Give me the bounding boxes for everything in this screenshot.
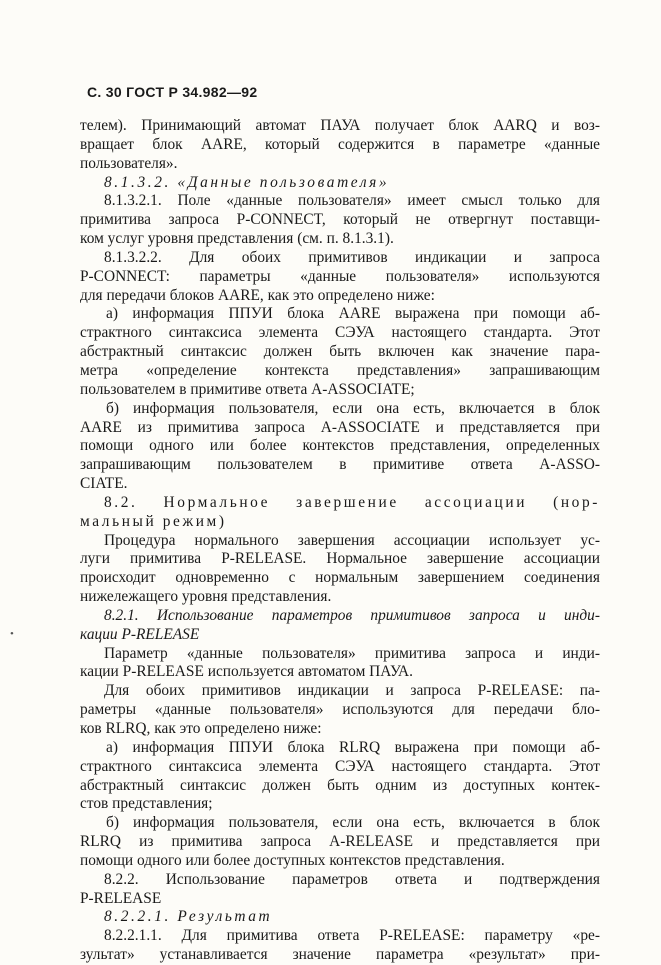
text-line: 8.2.2. Использование параметров ответа и подтверждения [104, 870, 600, 888]
text-line: нижележащего уровня представления. [80, 588, 332, 606]
page-header: С. 30 ГОСТ Р 34.982—92 [87, 84, 258, 100]
text-line: абстрактный синтаксис должен быть одним из доступных контек- [80, 776, 600, 794]
text-line: для передачи блоков AARE, как это определено ниже: [80, 286, 435, 304]
text-line: пользователем в примитиве ответа A-ASSOCIATE; [80, 380, 415, 398]
text-line: зультат» устанавливается значение параметра «результат» при- [80, 946, 600, 964]
text-line: вращает блок AARE, который содержится в параметре «данные [80, 135, 600, 153]
text-line: пользователя». [80, 154, 178, 172]
text-line: Параметр «данные пользователя» примитива запроса и инди- [104, 644, 600, 662]
text-line: 8.1.3.2.2. Для обоих примитивов индикации и запроса [104, 248, 600, 266]
text-line: RLRQ из примитива запроса A-RELEASE и представляется при [80, 833, 600, 851]
text-line: 8.1.3.2. «Данные пользователя» [104, 173, 390, 191]
text-line: CIATE. [80, 475, 128, 493]
text-line: 8.2.2.1.1. Для примитива ответа P-RELEASE: параметру «ре- [104, 927, 600, 945]
text-line: кации P-RELEASE [80, 625, 200, 643]
text-line: P-RELEASE [80, 889, 162, 907]
text-line: происходит одновременно с нормальным завершением соединения [80, 569, 600, 587]
text-line: метра «определение контекста представления» запрашивающим [80, 361, 600, 379]
text-line: примитива запроса P-CONNECT, который не отвергнут поставщи- [80, 211, 600, 229]
text-line: раметры «данные пользователя» используются для передачи бло- [80, 701, 600, 719]
margin-mark: • [10, 628, 14, 640]
text-line: б) информация пользователя, если она есть, включается в блок [106, 399, 600, 417]
text-line: P-CONNECT: параметры «данные пользователя» используются [80, 267, 600, 285]
document-body [80, 117, 600, 965]
text-line: 8.1.3.2.1. Поле «данные пользователя» имеет смысл только для [104, 192, 600, 210]
text-line: страктного синтаксиса элемента СЭУА настоящего стандарта. Этот [80, 324, 600, 342]
text-line: а) информация ППУИ блока RLRQ выражена при помощи аб- [106, 738, 600, 756]
text-line: кации P-RELEASE используется автоматом ПАУА. [80, 663, 413, 681]
text-line: Для обоих примитивов индикации и запроса P-RELEASE: па- [104, 682, 600, 700]
text-line: 8.2.2.1. Результат [104, 908, 273, 926]
text-line: AARE из примитива запроса A-ASSOCIATE и представляется при [80, 418, 600, 436]
text-line: абстрактный синтаксис должен быть включен как значение пара- [80, 343, 600, 361]
text-line: ков RLRQ, как это определено ниже: [80, 720, 322, 737]
text-line: помощи одного или более доступных контекстов представления. [80, 851, 505, 869]
text-line: ком услуг уровня представления (см. п. 8.1.3.1). [80, 230, 394, 248]
text-line: помощи одного или более контекстов представления, определенных [80, 437, 600, 455]
text-line: а) информация ППУИ блока AARE выражена при помощи аб- [106, 305, 600, 323]
text-line: Процедура нормального завершения ассоциации использует ус- [104, 531, 600, 549]
text-line: телем). Принимающий автомат ПАУА получает блок AARQ и воз- [80, 117, 600, 134]
text-line: мальный режим) [80, 512, 227, 530]
text-line: стов представления; [80, 795, 213, 813]
text-line: запрашивающим пользователем в примитиве ответа A-ASSO- [80, 456, 600, 474]
text-line: страктного синтаксиса элемента СЭУА настоящего стандарта. Этот [80, 757, 600, 775]
text-line: 8.2.1. Использование параметров примитивов запроса и инди- [104, 606, 600, 624]
text-line: 8.2. Нормальное завершение ассоциации (нор- [104, 493, 600, 511]
text-line: б) информация пользователя, если она есть, включается в блок [106, 814, 600, 832]
text-line: луги примитива P-RELEASE. Нормальное завершение ассоциации [80, 550, 600, 568]
